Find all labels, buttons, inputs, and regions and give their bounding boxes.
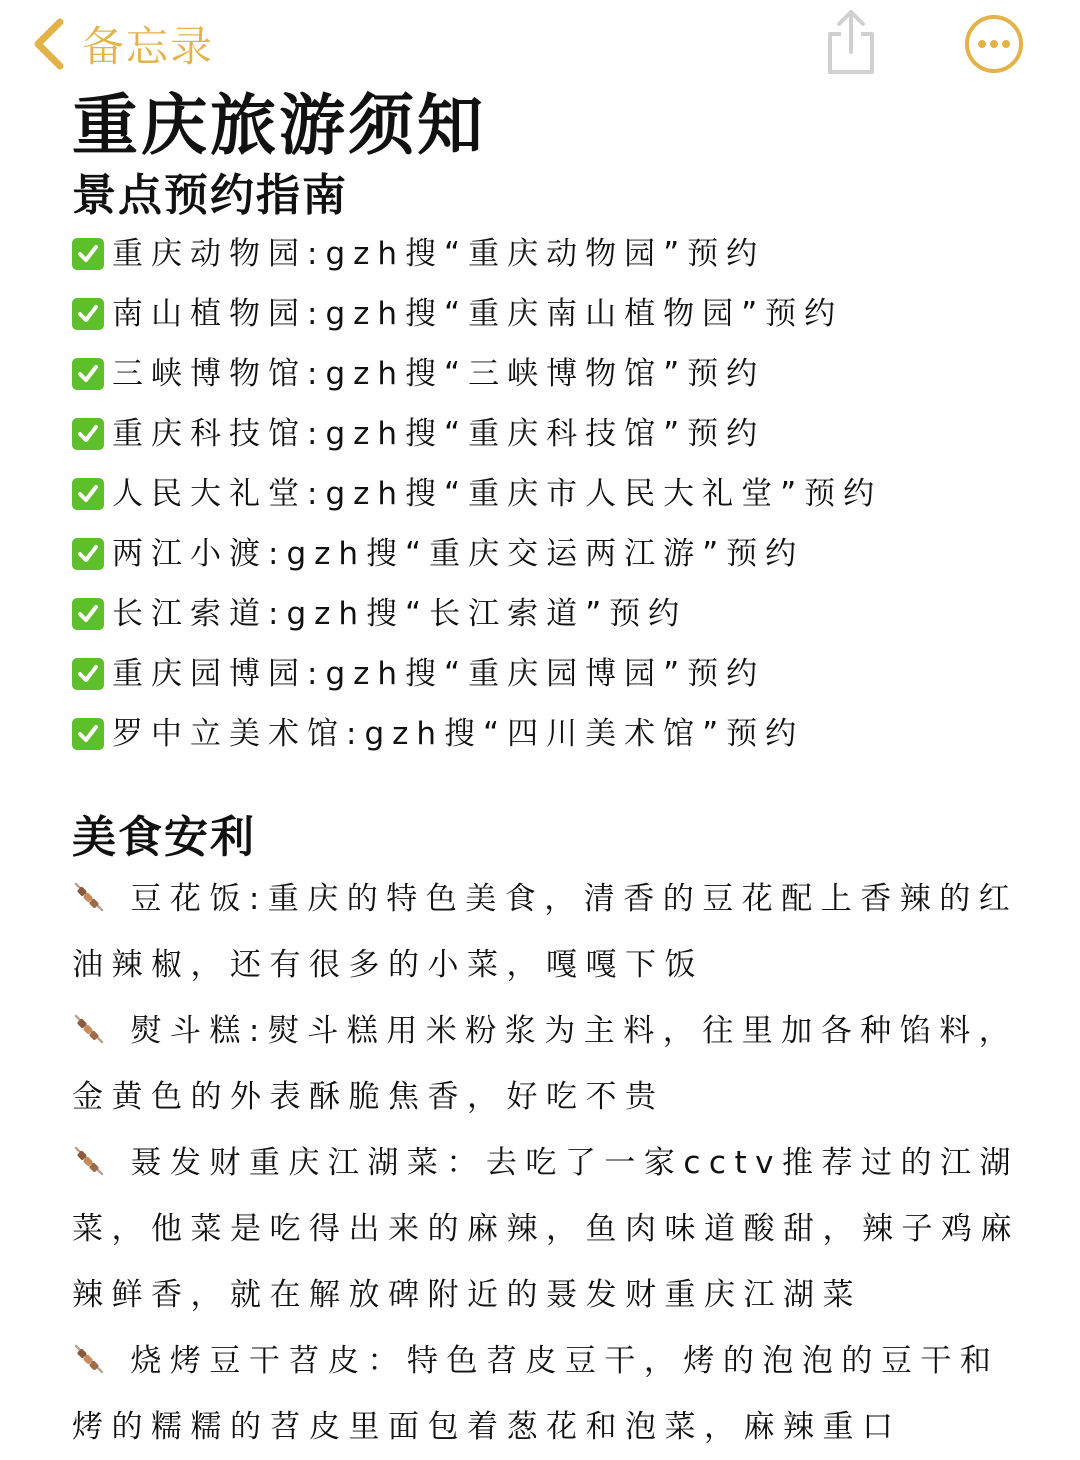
check-mark-button-icon xyxy=(72,658,104,690)
booking-item-text: 三峡博物馆:gzh搜“三峡博物馆”预约 xyxy=(112,356,766,392)
booking-section-title: 景点预约指南 xyxy=(72,170,348,221)
booking-item-text: 人民大礼堂:gzh搜“重庆市人民大礼堂”预约 xyxy=(112,476,883,512)
skewer-icon xyxy=(72,1342,106,1376)
list-item xyxy=(72,644,1032,704)
check-mark-button-icon xyxy=(72,298,104,330)
check-mark-button-icon xyxy=(72,718,104,750)
back-label: 备忘录 xyxy=(82,22,215,71)
list-item xyxy=(72,866,1032,998)
skewer-icon xyxy=(72,1012,106,1046)
booking-item-text: 重庆动物园:gzh搜“重庆动物园”预约 xyxy=(112,236,766,272)
booking-item-text: 重庆科技馆:gzh搜“重庆科技馆”预约 xyxy=(112,416,766,452)
ellipsis-circle-icon xyxy=(964,14,1024,74)
list-item xyxy=(72,284,1032,344)
list-item xyxy=(72,344,1032,404)
food-item-text: 聂发财重庆江湖菜：去吃了一家cctv推荐过的江湖菜，他菜是吃得出来的麻辣，鱼肉味道酸甜，辣子鸡麻辣鲜香，就在解放碑附近的聂发财重庆江湖菜 xyxy=(72,1145,1020,1313)
note-title: 重庆旅游须知 xyxy=(72,87,486,164)
check-mark-button-icon xyxy=(72,418,104,450)
list-item xyxy=(72,404,1032,464)
list-item xyxy=(72,584,1032,644)
booking-list xyxy=(72,224,1032,764)
food-list xyxy=(72,866,1032,1460)
check-mark-button-icon xyxy=(72,358,104,390)
share-icon xyxy=(822,8,880,76)
booking-item-text: 两江小渡:gzh搜“重庆交运两江游”预约 xyxy=(112,536,805,572)
booking-item-text: 南山植物园:gzh搜“重庆南山植物园”预约 xyxy=(112,296,844,332)
booking-item-text: 长江索道:gzh搜“长江索道”预约 xyxy=(112,596,688,632)
list-item xyxy=(72,464,1032,524)
skewer-icon xyxy=(72,880,106,914)
navigation-bar xyxy=(0,0,1080,88)
list-item xyxy=(72,524,1032,584)
share-button[interactable] xyxy=(822,8,880,76)
check-mark-button-icon xyxy=(72,598,104,630)
list-item xyxy=(72,1328,1032,1460)
list-item xyxy=(72,998,1032,1130)
list-item xyxy=(72,1130,1032,1328)
food-item-text: 烧烤豆干苕皮：特色苕皮豆干，烤的泡泡的豆干和烤的糯糯的苕皮里面包着葱花和泡菜，麻辣重口 xyxy=(72,1343,1000,1445)
check-mark-button-icon xyxy=(72,478,104,510)
food-item-text: 豆花饭:重庆的特色美食，清香的豆花配上香辣的红油辣椒，还有很多的小菜，嘎嘎下饭 xyxy=(72,881,1019,983)
food-item-text: 熨斗糕:熨斗糕用米粉浆为主料，往里加各种馅料，金黄色的外表酥脆焦香，好吃不贵 xyxy=(72,1013,1019,1115)
skewer-icon xyxy=(72,1144,106,1178)
list-item xyxy=(72,224,1032,284)
chevron-left-icon xyxy=(30,16,70,72)
check-mark-button-icon xyxy=(72,538,104,570)
booking-item-text: 罗中立美术馆:gzh搜“四川美术馆”预约 xyxy=(112,716,805,752)
list-item xyxy=(72,704,1032,764)
booking-item-text: 重庆园博园:gzh搜“重庆园博园”预约 xyxy=(112,656,766,692)
back-button[interactable] xyxy=(30,14,214,74)
more-button[interactable] xyxy=(964,14,1024,74)
note-content[interactable] xyxy=(72,84,1032,1460)
check-mark-button-icon xyxy=(72,238,104,270)
food-section-title: 美食安利 xyxy=(72,812,256,863)
